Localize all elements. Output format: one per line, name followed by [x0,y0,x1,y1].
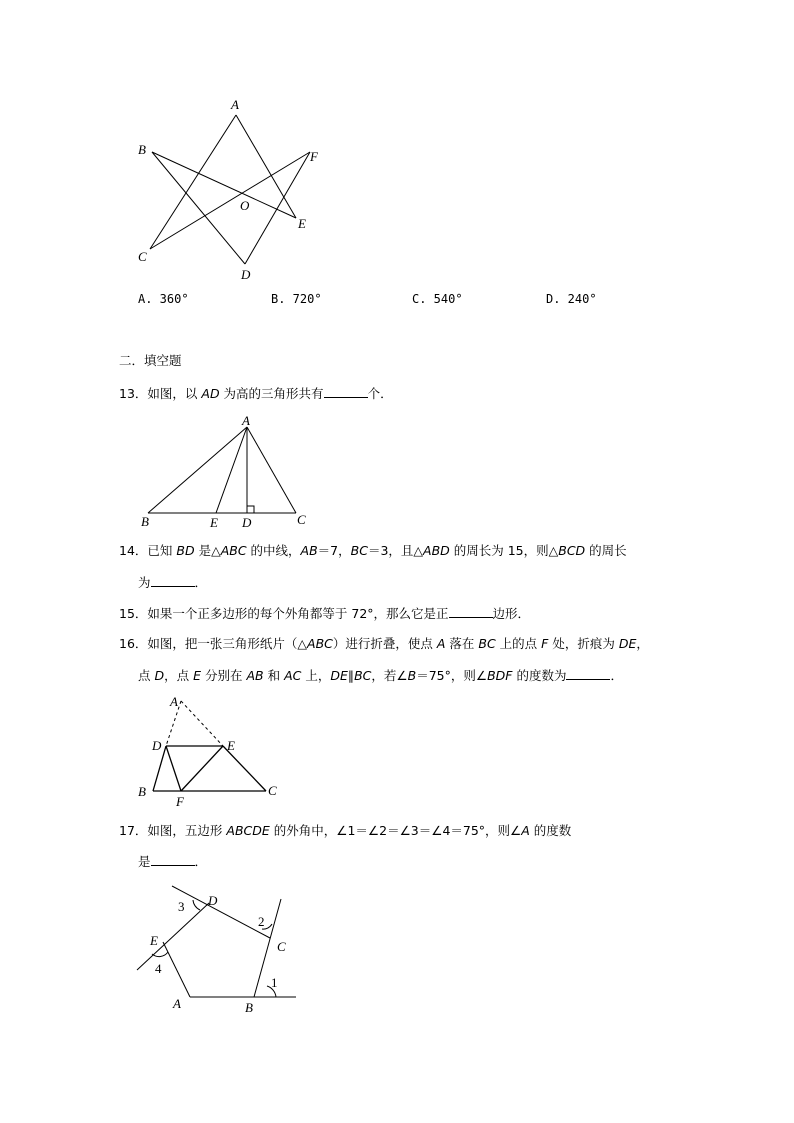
label-B: B [141,514,149,529]
label-O: O [240,198,250,213]
label-C: C [297,512,306,527]
label-E: E [150,933,158,948]
label-C: C [277,939,286,954]
question-14: 14．已知 BD 是△ABC 的中线，AB＝7，BC＝3，且△ABD 的周长为 15，则△BCD 的周长 [119,543,627,558]
label-A: A [170,694,178,709]
option-c: C. 540° [412,292,463,306]
label-D: D [242,515,252,530]
question-17-line2: 是 ． [138,854,208,869]
label-B: B [245,1000,253,1015]
label-B: B [138,142,146,157]
question-14-line2: 为 ． [138,575,208,590]
angle-label-4: 4 [155,961,162,976]
label-E: E [210,515,218,530]
question-16: 16．如图，把一张三角形纸片（△ABC）进行折叠，使点 A 落在 BC 上的点 F 处，折痕为 DE， [119,636,649,651]
question-13: 13．如图，以 AD 为高的三角形共有 个． [119,386,393,401]
label-D: D [208,893,218,908]
option-d: D. 240° [546,292,597,306]
section-title: 二．填空题 [119,353,182,368]
label-C: C [138,249,147,264]
label-C: C [268,783,277,798]
label-F: F [310,149,318,164]
label-F: F [176,794,184,809]
question-15: 15．如果一个正多边形的每个外角都等于 72°，那么它是正 边形． [119,606,531,621]
question-16-line2: 点 D，点 E 分别在 AB 和 AC 上，DE∥BC，若∠B＝75°，则∠BDF 的度数为 ． [138,668,623,683]
label-D: D [152,738,162,753]
option-a: A. 360° [138,292,189,306]
label-A: A [173,996,181,1011]
label-D: D [241,267,251,282]
angle-label-1: 1 [271,975,278,990]
label-A: A [231,97,239,112]
label-A: A [242,413,250,428]
label-E: E [298,216,306,231]
angle-label-3: 3 [178,899,185,914]
angle-label-2: 2 [258,914,265,929]
label-E: E [227,738,235,753]
label-B: B [138,784,146,799]
question-17: 17．如图，五边形 ABCDE 的外角中，∠1＝∠2＝∠3＝∠4＝75°，则∠A 的度数 [119,823,572,838]
option-b: B. 720° [271,292,322,306]
